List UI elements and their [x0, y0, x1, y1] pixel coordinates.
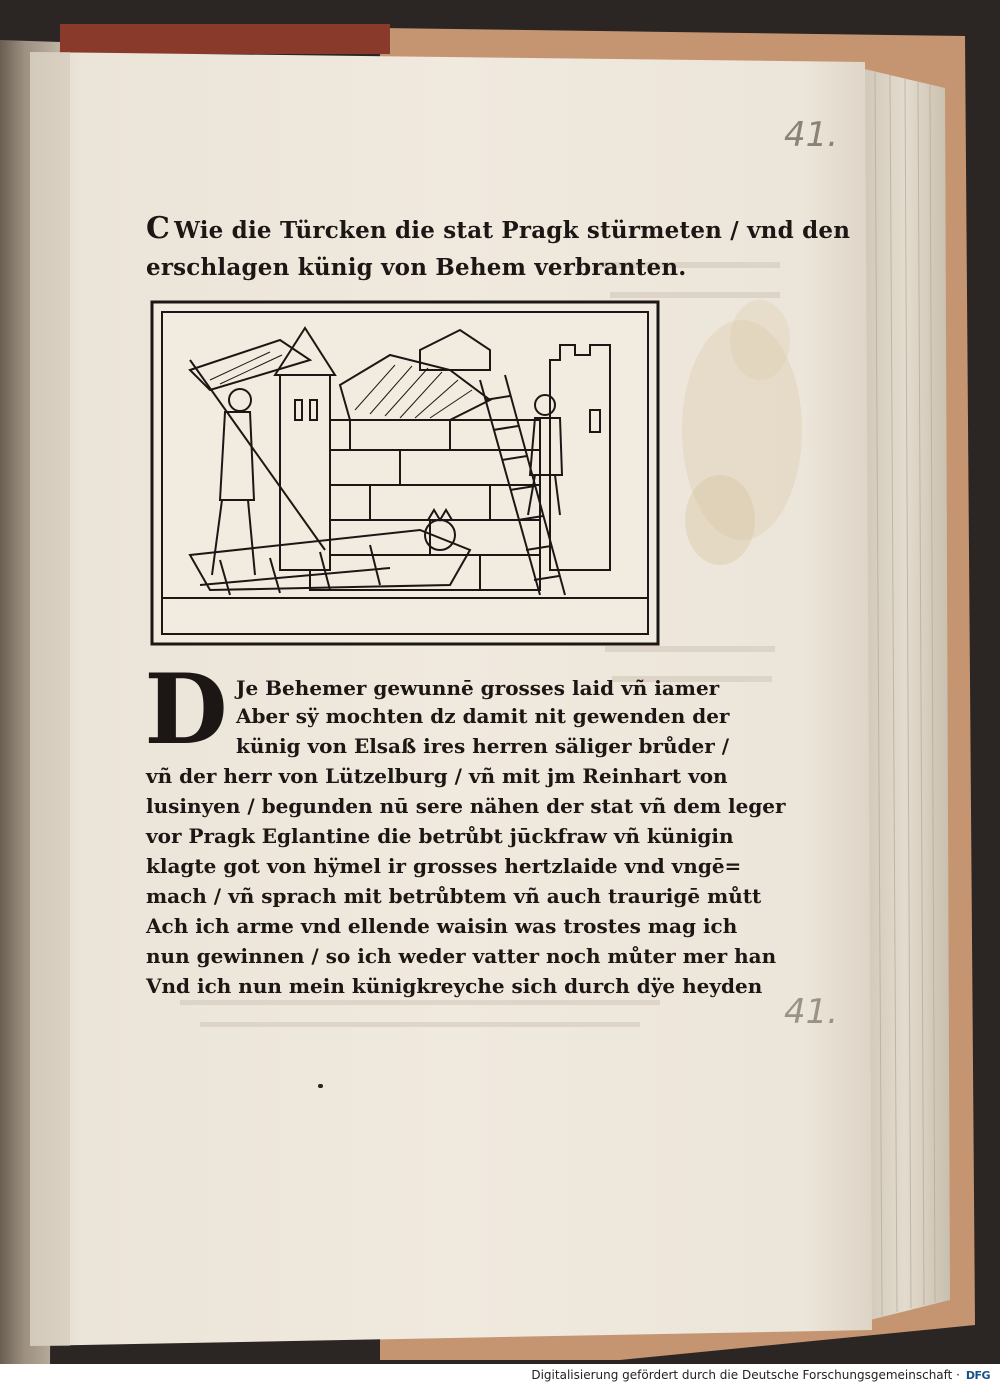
chapter-heading [146, 210, 850, 286]
footer-bar [0, 1364, 1000, 1388]
body-line-10: nun gewinnen / so ich weder vatter noch můter mer han [146, 944, 777, 968]
body-line-9: Ach ich arme vnd ellende waisin was trostes mag ich [146, 914, 738, 938]
drop-cap-initial [140, 653, 232, 766]
body-line-11: Vnd ich nun mein künigkreyche sich durch dÿe heyden [146, 974, 763, 998]
dfg-logo-icon: DFG [965, 1369, 991, 1382]
ink-dot-mark [318, 1084, 323, 1088]
body-line-7: klagte got von hÿmel ir grosses hertzlaide vnd vngē= [146, 854, 742, 878]
heading-line-1-text: Wie die Türcken die stat Pragk stürmeten / vnd den [174, 217, 851, 244]
folio-number-top: 41. [784, 115, 839, 155]
body-line-6: vor Pragk Eglantine die betrůbt jūckfraw vñ künigin [146, 824, 734, 848]
body-line-5: lusinyen / begunden nū sere nähen der stat vñ dem leger [146, 794, 786, 818]
body-line-3: künig von Elsaß ires herren säliger brůder / [236, 734, 730, 758]
footer-credit: Digitalisierung gefördert durch die Deutsche Forschungsgemeinschaft · [531, 1368, 960, 1382]
body-line-1: Je Behemer gewunnē grosses laid vñ iamer [236, 676, 720, 700]
woodcut-illustration-icon [150, 300, 660, 646]
body-line-2: Aber sÿ mochten dz damit nit gewenden der [236, 704, 730, 728]
body-line-8: mach / vñ sprach mit betrůbtem vñ auch traurigē můtt [146, 884, 762, 908]
pilcrow-mark: C [146, 211, 171, 246]
heading-line-2: erschlagen künig von Behem verbranten. [146, 254, 687, 281]
heading-line-1 [146, 210, 850, 249]
folio-number-bottom: 41. [784, 992, 839, 1032]
drop-cap-letter: D [144, 653, 228, 766]
body-line-4: vñ der herr von Lützelburg / vñ mit jm Reinhart von [146, 764, 728, 788]
